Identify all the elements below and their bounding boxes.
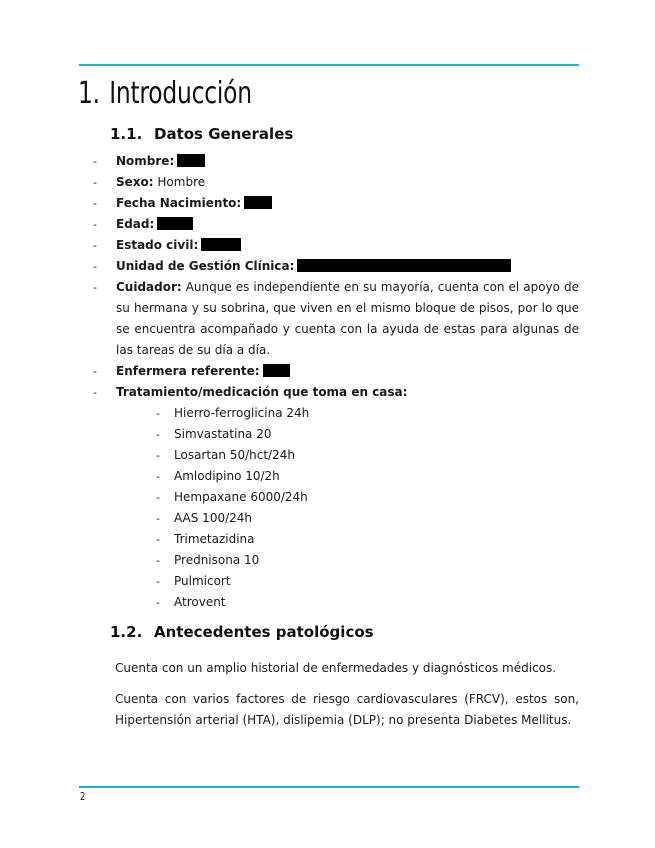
- field-label: Estado civil:: [116, 238, 199, 252]
- field-label: Sexo:: [116, 175, 154, 189]
- redacted-value: [263, 364, 290, 377]
- medication-name: AAS 100/24h: [174, 511, 253, 525]
- list-item-unidad: [93, 256, 579, 277]
- bullet-dash: -: [93, 176, 97, 189]
- bullet-dash: -: [93, 239, 97, 252]
- medication-name: Pulmicort: [174, 574, 231, 588]
- medication-name: Losartan 50/hct/24h: [174, 448, 295, 462]
- medication-name: Hierro-ferroglicina 24h: [174, 406, 310, 420]
- antecedentes-paragraph-2: Cuenta con varios factores de riesgo cardiovasculares (FRCV), estos son, Hipertensión arterial (HTA), dislipemia (DLP); no presenta Diabetes Mellitus.: [115, 692, 579, 727]
- medication-item: [156, 445, 579, 466]
- medication-item: [156, 466, 579, 487]
- medication-name: Prednisona 10: [174, 553, 260, 567]
- redacted-value: [297, 259, 511, 272]
- bullet-dash: -: [156, 512, 160, 525]
- redacted-value: [244, 196, 272, 209]
- bullet-dash: -: [93, 365, 97, 378]
- subsection-number: 1.1.: [110, 125, 143, 143]
- list-item-sexo: [93, 172, 579, 193]
- bullet-dash: -: [156, 533, 160, 546]
- section-heading: [78, 76, 252, 111]
- bullet-dash: -: [93, 218, 97, 231]
- medication-item: [156, 508, 579, 529]
- medication-list: [116, 403, 579, 613]
- field-label: Fecha Nacimiento:: [116, 196, 242, 210]
- medication-item: [156, 592, 579, 613]
- medication-item: [156, 550, 579, 571]
- medication-item: [156, 529, 579, 550]
- bullet-dash: -: [156, 407, 160, 420]
- bullet-dash: -: [93, 260, 97, 273]
- field-value: Aunque es independiente en su mayoría, cuenta con el apoyo de su hermana y su sobrina, que viven en el mismo bloque de pisos, por lo que se encuentra acompañado y cuenta con la ayuda de estas para algunas de las tareas de su día a día.: [116, 280, 579, 357]
- medication-name: Simvastatina 20: [174, 427, 272, 441]
- medication-name: Amlodipino 10/2h: [174, 469, 280, 483]
- list-item-cuidador: [93, 277, 579, 361]
- redacted-value: [177, 154, 205, 167]
- bullet-dash: -: [156, 449, 160, 462]
- medication-name: Atrovent: [174, 595, 226, 609]
- field-label: Cuidador:: [116, 280, 182, 294]
- section-title: Introducción: [109, 76, 252, 111]
- subsection-heading-antecedentes: [110, 623, 374, 641]
- bullet-dash: -: [93, 386, 97, 399]
- bullet-dash: -: [93, 155, 97, 168]
- medication-item: [156, 424, 579, 445]
- redacted-value: [157, 217, 193, 230]
- medication-item: [156, 571, 579, 592]
- list-item-fecha-nacimiento: [93, 193, 579, 214]
- medication-name: Trimetazidina: [174, 532, 255, 546]
- bullet-dash: -: [156, 491, 160, 504]
- datos-generales-list: [93, 151, 579, 613]
- list-item-tratamiento: [93, 382, 579, 613]
- page-number: 2: [80, 790, 86, 803]
- bullet-dash: -: [156, 596, 160, 609]
- field-label: Tratamiento/medicación que toma en casa:: [116, 385, 408, 399]
- field-label: Unidad de Gestión Clínica:: [116, 259, 295, 273]
- antecedentes-paragraph-1: Cuenta con un amplio historial de enfermedades y diagnósticos médicos.: [115, 661, 557, 675]
- header-rule: [79, 64, 579, 66]
- bullet-dash: -: [93, 281, 97, 294]
- subsection-number: 1.2.: [110, 623, 143, 641]
- redacted-value: [201, 238, 241, 251]
- section-number: 1.: [78, 76, 100, 111]
- list-item-estado-civil: [93, 235, 579, 256]
- medication-name: Hempaxane 6000/24h: [174, 490, 308, 504]
- bullet-dash: -: [156, 554, 160, 567]
- medication-item: [156, 487, 579, 508]
- list-item-enfermera: [93, 361, 579, 382]
- field-label: Nombre:: [116, 154, 175, 168]
- field-value: Hombre: [157, 175, 206, 189]
- bullet-dash: -: [93, 197, 97, 210]
- list-item-edad: [93, 214, 579, 235]
- bullet-dash: -: [156, 575, 160, 588]
- medication-item: [156, 403, 579, 424]
- subsection-heading-datos: [110, 125, 293, 143]
- field-label: Edad:: [116, 217, 155, 231]
- subsection-title: Antecedentes patológicos: [154, 623, 374, 641]
- footer-rule: [79, 786, 579, 788]
- bullet-dash: -: [156, 428, 160, 441]
- field-label: Enfermera referente:: [116, 364, 260, 378]
- subsection-title: Datos Generales: [154, 125, 294, 143]
- bullet-dash: -: [156, 470, 160, 483]
- list-item-nombre: [93, 151, 579, 172]
